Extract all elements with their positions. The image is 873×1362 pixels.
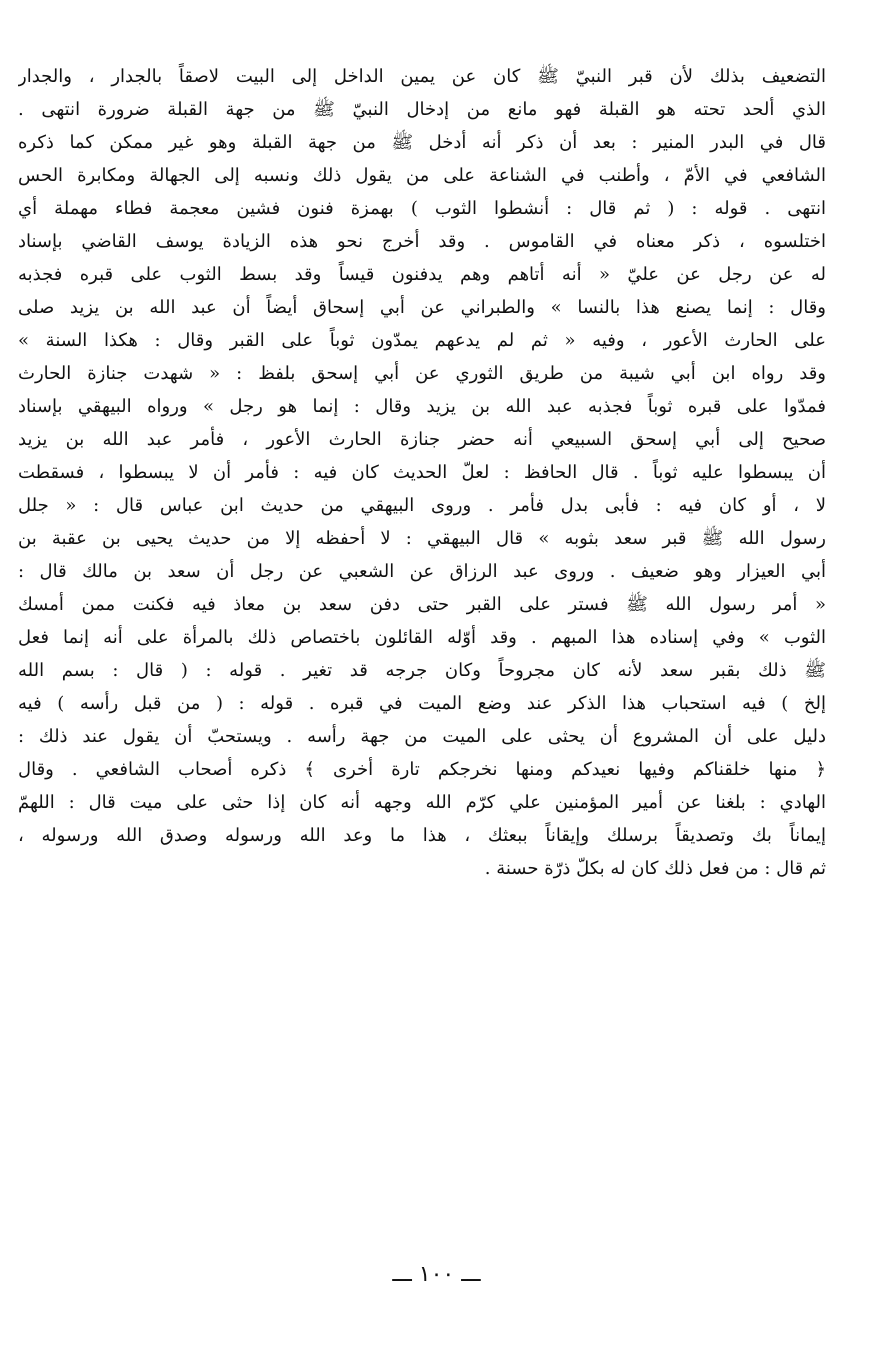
- text-line: رسول الله ﷺ قبر سعد بثوبه » قال البيهقي : لا أحفظه إلا من حديث يحيى بن عقبة بن: [18, 528, 826, 549]
- text-line: على الحارث الأعور ، وفيه « ثم لم يدعهم يمدّون ثوباً على القبر وقال : هكذا السنة »: [18, 330, 826, 351]
- text-line: وقد رواه ابن أبي شيبة من طريق الثوري عن أبي إسحق بلفظ : « شهدت جنازة الحارث: [18, 363, 826, 384]
- text-line: « أمر رسول الله ﷺ فستر على القبر حتى دفن سعد بن معاذ فيه فكنت ممن أمسك: [18, 594, 826, 615]
- text-line: ثم قال : من فعل ذلك كان له بكلّ ذرّة حسنة .: [484, 858, 826, 879]
- text-line: له عن رجل عن عليّ « أنه أتاهم وهم يدفنون قيساً وقد بسط الثوب على قبره فجذبه: [18, 264, 826, 285]
- text-line: الهادي : بلغنا عن أمير المؤمنين علي كرّم الله وجهه أنه كان إذا حثى على ميت قال : اللهمّ: [18, 792, 826, 813]
- text-line: دليل على أن المشروع أن يحثى على الميت من جهة رأسه . ويستحبّ أن يقول عند ذلك :: [18, 726, 826, 747]
- text-line: ﴿ منها خلقناكم وفيها نعيدكم ومنها نخرجكم تارة أخرى ﴾ ذكره أصحاب الشافعي . وقال: [18, 759, 826, 780]
- text-line: التضعيف بذلك لأن قبر النبيّ ﷺ كان عن يمين الداخل إلى البيت لاصقاً بالجدار ، والجدار: [18, 66, 826, 87]
- text-line: الذي ألحد تحته هو القبلة فهو مانع من إدخال النبيّ ﷺ من جهة القبلة ضرورة انتهى .: [18, 99, 826, 120]
- text-line: قال في البدر المنير : بعد أن ذكر أنه أدخل ﷺ من جهة القبلة وهو غير ممكن كما ذكره: [18, 132, 826, 153]
- text-line: إيماناً بك وتصديقاً برسلك وإيقاناً ببعثك ، هذا ما وعد الله ورسوله وصدق الله ورسوله ،: [18, 825, 826, 846]
- text-line: الثوب » وفي إسناده هذا المبهم . وقد أوّله القائلون باختصاص ذلك بالمرأة على أنه إنما فعل: [18, 627, 826, 648]
- text-line: وقال : إنما يصنع هذا بالنسا » والطبراني عن أبي إسحاق أيضاً أن عبد الله بن يزيد صلى: [18, 297, 826, 318]
- text-line: فمدّوا على قبره ثوباً فجذبه عبد الله بن يزيد وقال : إنما هو رجل » ورواه البيهقي بإسناد: [18, 396, 826, 417]
- text-line: الشافعي في الأمّ ، وأطنب في الشناعة على من يقول ذلك ونسبه إلى الجهالة ومكابرة الحس: [18, 165, 826, 186]
- page-number: ـــ ١٠٠ ـــ: [392, 1262, 481, 1287]
- text-line: إلخ ) فيه استحباب هذا الذكر عند وضع الميت في قبره . قوله : ( من قبل رأسه ) فيه: [18, 693, 826, 714]
- text-line: اختلسوه ، ذكر معناه في القاموس . وقد أخرج نحو هذه الزيادة يوسف القاضي بإسناد: [18, 231, 826, 252]
- text-line: صحيح إلى أبي إسحق السبيعي أنه حضر جنازة الحارث الأعور ، فأمر عبد الله بن يزيد: [18, 429, 826, 450]
- text-line: ﷺ ذلك بقبر سعد لأنه كان مجروحاً وكان جرجه قد تغير . قوله : ( قال : بسم الله: [18, 660, 826, 681]
- text-line: أبي العيزار وهو ضعيف . وروى عبد الرزاق عن الشعبي عن رجل أن سعد بن مالك قال :: [18, 561, 826, 582]
- text-line: لا ، أو كان فيه : فأبى بدل فأمر . وروى البيهقي من حديث ابن عباس قال : « جلل: [18, 495, 826, 516]
- text-line: انتهى . قوله : ( ثم قال : أنشطوا الثوب ) بهمزة فنون فشين معجمة فطاء مهملة أي: [18, 198, 826, 219]
- text-line: أن يبسطوا عليه ثوباً . قال الحافظ : لعلّ الحديث كان فيه : فأمر أن لا يبسطوا ، فسقطت: [18, 462, 826, 483]
- body-text: [18, 60, 826, 885]
